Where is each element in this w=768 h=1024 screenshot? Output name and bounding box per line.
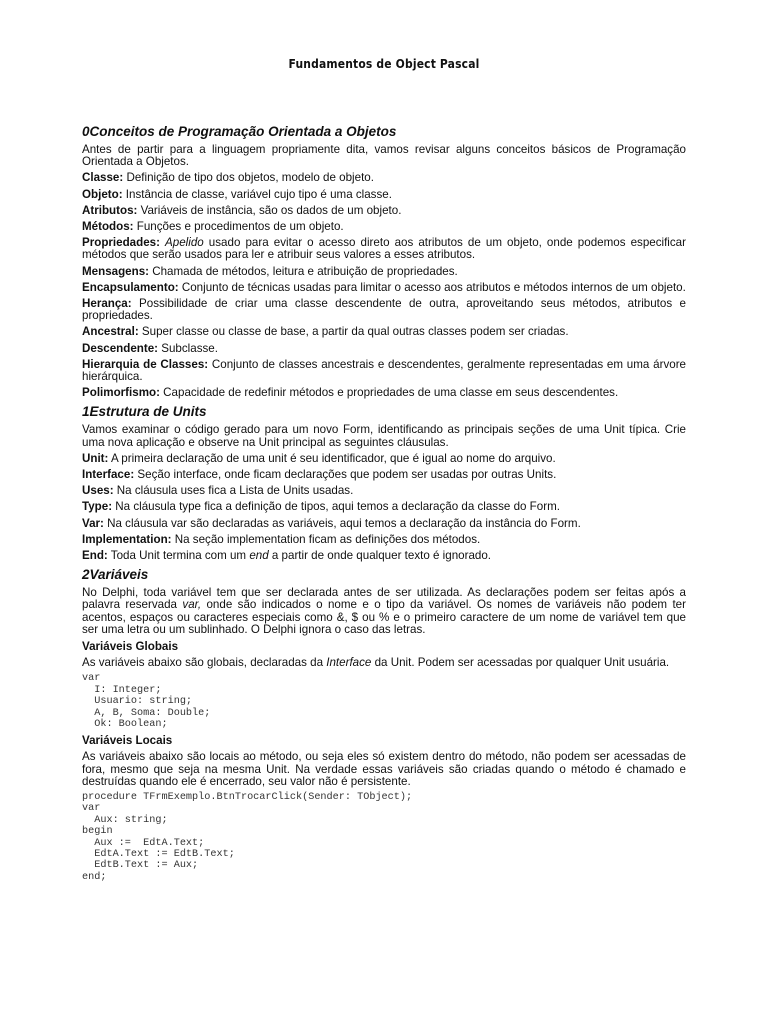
document-title: Fundamentos de Object Pascal [288, 56, 480, 71]
definition-term: Interface: [82, 468, 135, 482]
code-line: var [82, 673, 101, 685]
code-line: var [82, 803, 101, 815]
intro-text: No Delphi, toda variável tem que ser declarada antes de ser utilizada. As declarações podem ser feitas após a palavra reservada [82, 586, 686, 612]
definition-term: Métodos: [82, 220, 134, 234]
paragraph [82, 657, 686, 669]
definition-item [82, 237, 686, 261]
code-line: Usuario: string; [82, 696, 193, 708]
definition-term: Type: [82, 500, 113, 514]
code-line: procedure TFrmExemplo.BtnTrocarClick(Sender: TObject); [82, 791, 413, 803]
definition-text: Variáveis de instância, são os dados de um objeto. [137, 203, 402, 217]
subheading-global-vars: Variáveis Globais [82, 640, 179, 654]
definition-text: Na seção implementation ficam as definições dos métodos. [171, 532, 481, 546]
section-number: 1 [82, 404, 90, 420]
definition-item [82, 189, 686, 201]
section-intro: Vamos examinar o código gerado para um novo Form, identificando as principais seções de uma Unit típica. Crie uma nova aplicação e observe na Unit principal as seguintes cláusulas. [82, 423, 686, 449]
definition-term: Atributos: [82, 203, 138, 217]
definition-text: usado para evitar o acesso direto aos atributos de um objeto, onde podemos especificar métodos que serão usados para ler e atribuir seus valores a esses atributos. [82, 236, 686, 262]
definition-term: Polimorfismo: [82, 386, 160, 400]
definition-item [82, 485, 686, 497]
code-line: EdtA.Text := EdtB.Text; [82, 848, 235, 860]
definition-text: Possibilidade de criar uma classe descendente de outra, aproveitando seus métodos, atributos e propriedades. [82, 297, 686, 323]
definition-item [82, 282, 686, 294]
definition-term: Encapsulamento: [82, 280, 179, 294]
definition-text: Toda Unit termina com um [107, 549, 250, 563]
definition-text: Na cláusula uses fica a Lista de Units usadas. [113, 484, 354, 498]
definition-item [82, 387, 686, 399]
definition-term: Classe: [82, 171, 124, 185]
section-number: 0 [82, 124, 90, 139]
code-line: Aux := EdtA.Text; [82, 837, 205, 849]
definition-term: Var: [82, 516, 104, 530]
code-line: EdtB.Text := Aux; [82, 860, 199, 872]
definition-item [82, 298, 686, 322]
definition-term: Uses: [82, 484, 114, 498]
document-body [82, 121, 686, 887]
code-line: Aux: string; [82, 814, 168, 826]
definition-text: Capacidade de redefinir métodos e propriedades de uma classe em seus descendentes. [159, 386, 619, 400]
paragraph-text: da Unit. Podem ser acessadas por qualquer Unit usuária. [371, 656, 670, 670]
definition-text: Definição de tipo dos objetos, modelo de objeto. [123, 171, 374, 185]
definition-item [82, 343, 686, 355]
section-intro: Antes de partir para a linguagem propriamente dita, vamos revisar alguns conceitos básicos de Programação Orientada a Objetos. [82, 143, 686, 169]
definition-text: A primeira declaração de uma unit é seu identificador, que é igual ao nome do arquivo. [108, 451, 556, 465]
intro-text: onde são indicados o nome e o tipo da variável. Os nomes de variáveis não podem ter acentos, espaços ou caracteres especiais como &, $ ou % e o primeiro caractere de um nome de variável tem que ser uma letra ou um sublinhado. O Delphi ignora o caso das letras. [82, 598, 686, 636]
code-line: end; [82, 871, 107, 883]
definition-item [82, 359, 686, 383]
definition-text: Subclasse. [158, 341, 218, 355]
definition-item [82, 550, 686, 562]
definition-text: Seção interface, onde ficam declarações que podem ser usadas por outras Units. [134, 468, 557, 482]
definition-term: Implementation: [82, 532, 172, 546]
definition-item [82, 205, 686, 217]
definition-item [82, 221, 686, 233]
definition-term: Objeto: [82, 187, 123, 201]
code-line: I: Integer; [82, 684, 162, 696]
definition-text: Na cláusula var são declaradas as variáveis, aqui temos a declaração da instância do Form. [103, 516, 581, 530]
definition-item [82, 534, 686, 546]
definition-term: Propriedades: [82, 236, 160, 250]
definition-list [82, 453, 686, 562]
code-line: begin [82, 826, 113, 838]
definition-term: Hierarquia de Classes: [82, 357, 209, 371]
code-block-locals [82, 792, 686, 883]
definition-item [82, 172, 686, 184]
definition-item [82, 518, 686, 530]
section-heading-variables [82, 566, 686, 584]
definition-text: Na cláusula type fica a definição de tipos, aqui temos a declaração da classe do Form. [112, 500, 560, 514]
definition-item [82, 453, 686, 465]
definition-emphasis: end [249, 549, 269, 563]
definition-term: Descendente: [82, 341, 159, 355]
definition-term: Herança: [82, 297, 132, 311]
definition-term: Unit: [82, 451, 109, 465]
definition-item [82, 266, 686, 278]
section-title: Estrutura de Units [89, 404, 207, 420]
section-heading-oop [82, 123, 686, 141]
section-title: Variáveis [89, 567, 149, 583]
section-heading-units [82, 403, 686, 421]
section-intro [82, 587, 686, 636]
definition-text: Funções e procedimentos de um objeto. [133, 220, 344, 234]
intro-emphasis: var, [182, 598, 202, 612]
definition-list [82, 172, 686, 399]
subheading-local-vars: Variáveis Locais [82, 734, 173, 748]
code-block-globals [82, 673, 686, 730]
paragraph-emphasis: Interface [326, 656, 372, 670]
code-line: Ok: Boolean; [82, 718, 168, 730]
definition-text: Chamada de métodos, leitura e atribuição de propriedades. [149, 264, 458, 278]
definition-item [82, 469, 686, 481]
paragraph: As variáveis abaixo são locais ao método, ou seja eles só existem dentro do método, não podem ser acessadas de fora, mesmo que seja na mesma Unit. Na verdade essas variáveis são criadas quando o método é chamado e destruídas quando ele é encerrado, seu valor não é persistente. [82, 750, 686, 788]
definition-emphasis: Apelido [165, 236, 204, 250]
definition-text: Instância de classe, variável cujo tipo é uma classe. [122, 187, 392, 201]
section-title: Conceitos de Programação Orientada a Objetos [89, 124, 397, 139]
definition-text: a partir de onde qualquer texto é ignorado. [268, 549, 492, 563]
definition-item [82, 326, 686, 338]
definition-item [82, 501, 686, 513]
definition-term: End: [82, 549, 108, 563]
code-line: A, B, Soma: Double; [82, 707, 211, 719]
definition-term: Mensagens: [82, 264, 150, 278]
definition-term: Ancestral: [82, 325, 139, 339]
definition-text: Conjunto de classes ancestrais e descendentes, geralmente representadas em uma árvore hierárquica. [82, 357, 687, 384]
paragraph-text: As variáveis abaixo são globais, declaradas da [82, 656, 327, 670]
definition-text: Conjunto de técnicas usadas para limitar o acesso aos atributos e métodos internos de um objeto. [178, 280, 686, 294]
definition-text: Super classe ou classe de base, a partir da qual outras classes podem ser criadas. [138, 325, 569, 339]
section-number: 2 [82, 567, 90, 583]
